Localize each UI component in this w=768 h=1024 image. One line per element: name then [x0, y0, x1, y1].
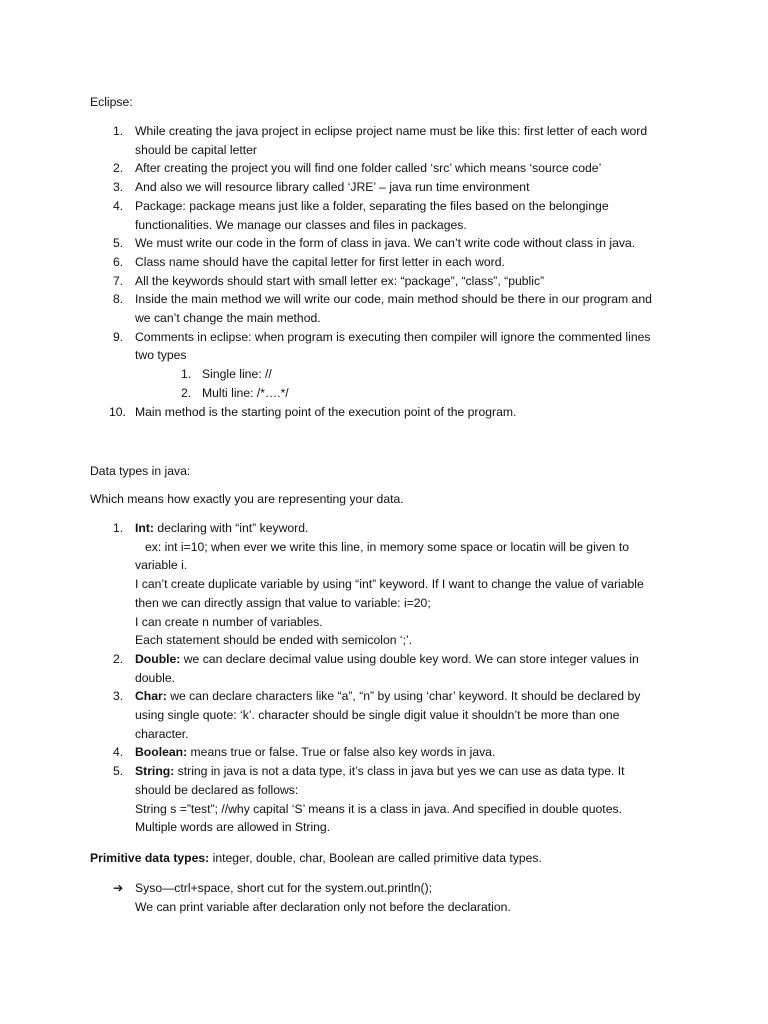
note-line: Each statement should be ended with semicolon ‘;’. [135, 633, 413, 648]
list-item [0, 197, 660, 234]
shortcut-tip [0, 879, 768, 916]
list-number: 4. [113, 745, 124, 760]
tip-line: We can print variable after declaration only not before the declaration. [135, 899, 511, 914]
list-number: 9. [113, 329, 124, 344]
note-line: String s =”test”; //why capital ‘S’ means it is a class in java. And specified in double quotes. [135, 801, 622, 816]
note-line: Multiple words are allowed in String. [135, 820, 331, 835]
datatypes-heading: Data types in java: [90, 464, 191, 478]
list-item-text: Package: package means just like a folder, separating the files based on the belonginge functionalities. We manage our classes and files in packages. [135, 198, 609, 232]
list-item-string [0, 762, 660, 837]
list-number: 7. [113, 273, 124, 288]
term-label: Boolean: [135, 745, 188, 760]
term-label: Int: [135, 521, 154, 535]
sublist-item [0, 365, 768, 384]
sublist-item-text: Multi line: /*….*/ [202, 385, 289, 400]
list-item [0, 253, 660, 272]
list-item [0, 159, 660, 178]
eclipse-list [0, 122, 768, 421]
list-number: 6. [113, 254, 124, 269]
term-label: Char: [135, 689, 167, 704]
list-item [0, 234, 660, 253]
list-item-double [0, 650, 660, 687]
sublist-number: 2. [181, 385, 192, 400]
tip-line: Syso—ctrl+space, short cut for the system.out.println(); [135, 881, 433, 895]
note-line: I can’t create duplicate variable by using “int” keyword. If I want to change the value of variable then we can directly assign that value to variable: i=20; [135, 577, 644, 610]
list-number: 2. [113, 161, 124, 176]
list-item-text: Main method is the starting point of the execution point of the program. [135, 404, 517, 419]
term-description: we can declare characters like “a”, “n” by using ‘char’ keyword. It should be declared by using single quote: ‘k’. character should be single digit value it shouldn’t be more than one character. [135, 689, 641, 741]
eclipse-heading: Eclipse: [90, 95, 133, 109]
term-label: Primitive data types: [90, 851, 210, 865]
list-item [0, 403, 660, 422]
term-description: string in java is not a data type, it’s class in java but yes we can use as data type. It should be declared as follows: [135, 764, 625, 797]
list-item-text: While creating the java project in eclipse project name must be like this: first letter of each word should be capital letter [135, 124, 648, 157]
term-label: String: [135, 764, 175, 779]
list-number: 8. [113, 292, 124, 307]
note-line: I can create n number of variables. [135, 614, 323, 629]
list-item-int [0, 519, 660, 650]
list-item [0, 178, 660, 197]
list-number: 10. [109, 404, 126, 419]
list-item-text: And also we will resource library called ‘JRE’ – java run time environment [135, 180, 530, 195]
term-description: declaring with “int” keyword. [153, 521, 309, 535]
sublist-number: 1. [181, 367, 192, 382]
datatypes-list [0, 519, 768, 837]
list-item-text: We must write our code in the form of class in java. We can’t write code without class in java. [135, 236, 636, 251]
primitive-note [90, 849, 542, 868]
list-item-text: After creating the project you will find one folder called ‘src’ which means ‘source code’ [135, 161, 602, 176]
list-item [0, 290, 660, 327]
sublist-item [0, 384, 768, 403]
list-item [0, 122, 660, 159]
list-item-char [0, 687, 660, 743]
datatypes-intro: Which means how exactly you are representing your data. [90, 492, 404, 506]
term-description: we can declare decimal value using double key word. We can store integer values in double. [135, 651, 639, 685]
list-number: 1. [113, 124, 124, 138]
list-number: 3. [113, 180, 124, 195]
term-label: Double: [135, 651, 181, 666]
list-item-boolean [0, 743, 660, 762]
list-item-text: Comments in eclipse: when program is executing then compiler will ignore the commented lines two types [135, 329, 651, 363]
example-line: ex: int i=10; when ever we write this line, in memory some space or locatin will be given to variable i. [135, 539, 629, 573]
term-description: integer, double, char, Boolean are called primitive data types. [209, 851, 542, 865]
sublist-item-text: Single line: // [202, 367, 272, 382]
list-item-text: Class name should have the capital letter for first letter in each word. [135, 254, 505, 269]
list-number: 2. [113, 651, 124, 666]
list-item-text: All the keywords should start with small letter ex: “package”, “class”, “public” [135, 273, 545, 288]
list-item-text: Inside the main method we will write our code, main method should be there in our program and we can’t change the main method. [135, 292, 652, 326]
term-description: means true or false. True or false also key words in java. [187, 745, 496, 760]
arrow-icon: ➔ [113, 881, 124, 895]
list-number: 4. [113, 198, 124, 213]
list-number: 5. [113, 764, 124, 779]
list-number: 5. [113, 236, 124, 251]
list-number: 1. [113, 521, 124, 535]
list-item [0, 328, 660, 365]
list-item [0, 272, 660, 291]
list-number: 3. [113, 689, 124, 704]
